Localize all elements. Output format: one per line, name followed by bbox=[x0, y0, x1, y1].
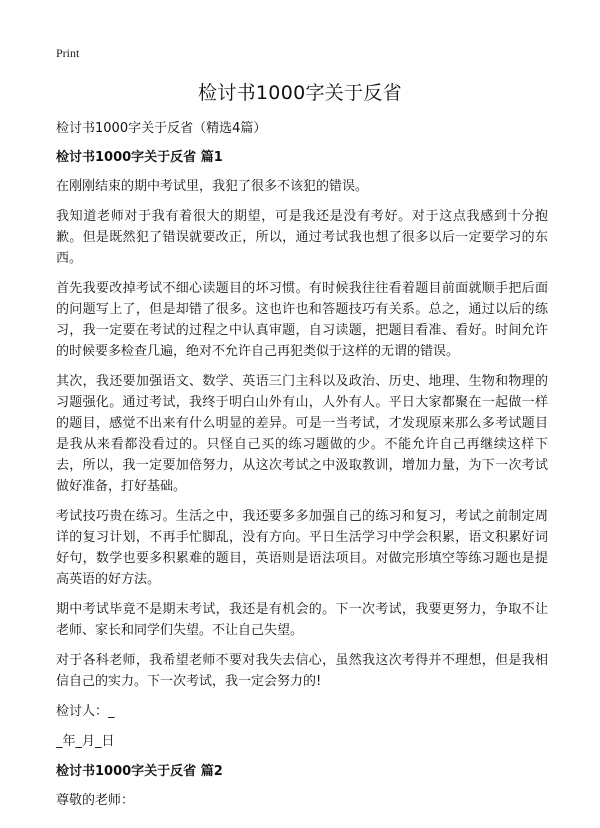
paragraph: 在刚刚结束的期中考试里，我犯了很多不该犯的错误。 bbox=[56, 179, 369, 194]
section-heading: 检讨书1000字关于反省 篇2 bbox=[56, 764, 223, 779]
paragraph: 期中考试毕竟不是期末考试，我还是有机会的。下一次考试，我要更努力，争取不让老师、家长和同学们失望。不让自己失望。 bbox=[56, 602, 548, 638]
salutation: 尊敬的老师： bbox=[56, 793, 135, 808]
page-title: 检讨书1000字关于反省 bbox=[198, 82, 402, 104]
paragraph: 其次，我还要加强语文、数学、英语三门主科以及政治、历史、地理、生物和物理的习题强化。通过考试，我终于明白山外有山，人外有人。平日大家都聚在一起做一样的题目，感觉不出来有什么明显的差异。可是一当考试，才发现原来那么多考试题目是我从来看都没看过的。只怪自己买的练习题做的少。不能允许自己再继续这样下去，所以，我一定要加倍努力，从这次考试之中汲取教训，增加力量，为下一次考试做好准备，打好基础。 bbox=[56, 374, 548, 494]
paragraph: 考试技巧贵在练习。生活之中，我还要多多加强自己的练习和复习，考试之前制定周详的复习计划，不再手忙脚乱，没有方向。平日生活学习中学会积累，语文积累好词好句，数学也要多积累难的题目，英语则是语法项目。对做完形填空等练习题也是提高英语的好方法。 bbox=[56, 509, 548, 587]
section-2 bbox=[56, 761, 548, 811]
paragraph: 我知道老师对于我有着很大的期望，可是我还是没有考好。对于这点我感到十分抱歉。但是既然犯了错误就要改正，所以，通过考试我也想了很多以后一定要学习的东西。 bbox=[56, 209, 548, 266]
section-heading: 检讨书1000字关于反省 篇1 bbox=[56, 150, 223, 165]
document-subtitle: 检讨书1000字关于反省（精选4篇） bbox=[56, 121, 267, 136]
date-line: _年_月_日 bbox=[56, 734, 115, 749]
signer-line: 检讨人：_ bbox=[56, 704, 115, 719]
paragraph: 首先我要改掉考试不细心读题目的坏习惯。有时候我往往看着题目前面就顺手把后面的问题写上了，但是却错了很多。这也许也和答题技巧有关系。总之，通过以后的练习，我一定要在考试的过程之中认真审题，自习读题，把题目看准、看好。时间允许的时候要多检查几遍，绝对不允许自己再犯类似于这样的无谓的错误。 bbox=[56, 281, 548, 359]
paragraph: 对于各科老师，我希望老师不要对我失去信心，虽然我这次考得并不理想，但是我相信自己的实力。下一次考试，我一定会努力的! bbox=[56, 653, 548, 689]
print-link[interactable]: Print bbox=[56, 46, 80, 60]
document-body bbox=[56, 118, 548, 820]
section-1 bbox=[56, 147, 548, 752]
